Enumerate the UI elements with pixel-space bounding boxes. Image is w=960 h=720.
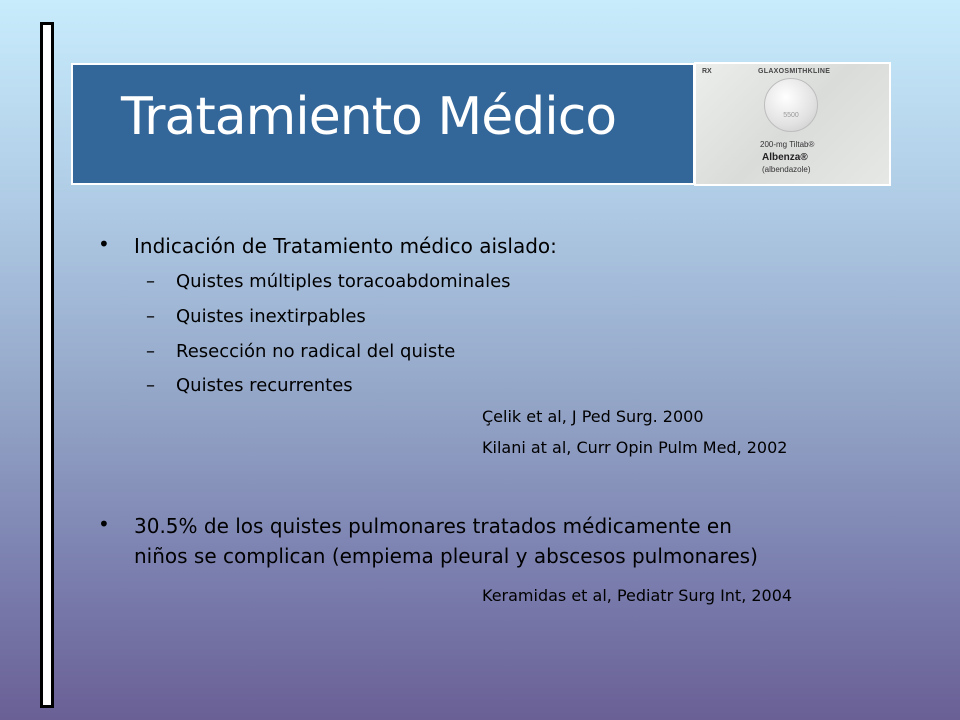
reference-2: Kilani at al, Curr Opin Pulm Med, 2002 xyxy=(482,438,788,457)
tablet-mark: 5500 xyxy=(783,112,799,119)
tablet-icon xyxy=(764,78,818,132)
subitem-marker: – xyxy=(146,341,155,362)
image-maker-label: GLAXOSMITHKLINE xyxy=(758,68,831,75)
subitem-marker: – xyxy=(146,375,155,396)
reference-1: Çelik et al, J Ped Surg. 2000 xyxy=(482,407,704,426)
bullet-marker: • xyxy=(98,232,110,256)
left-vertical-bar xyxy=(40,22,54,708)
image-generic-label: (albendazole) xyxy=(762,165,811,174)
albenza-package-image xyxy=(694,62,891,186)
image-dose-label: 200-mg Tiltab® xyxy=(760,140,815,149)
image-rx-label: RX xyxy=(702,68,712,75)
subitem-3-text: Resección no radical del quiste xyxy=(176,341,456,362)
title-band xyxy=(71,63,695,185)
subitem-1-text: Quistes múltiples toracoabdominales xyxy=(176,271,511,292)
image-brand-label: Albenza® xyxy=(762,152,808,163)
subitem-marker: – xyxy=(146,271,155,292)
bullet-2-text-line1: 30.5% de los quistes pulmonares tratados médicamente en xyxy=(134,514,732,538)
subitem-marker: – xyxy=(146,306,155,327)
subitem-2-text: Quistes inextirpables xyxy=(176,306,366,327)
slide-title: Tratamiento Médico xyxy=(121,87,617,147)
reference-3: Keramidas et al, Pediatr Surg Int, 2004 xyxy=(482,586,793,605)
bullet-2-text-line2: niños se complican (empiema pleural y abscesos pulmonares) xyxy=(134,544,758,568)
bullet-1-text: Indicación de Tratamiento médico aislado: xyxy=(134,234,557,258)
bullet-marker: • xyxy=(98,512,110,536)
subitem-4-text: Quistes recurrentes xyxy=(176,375,353,396)
